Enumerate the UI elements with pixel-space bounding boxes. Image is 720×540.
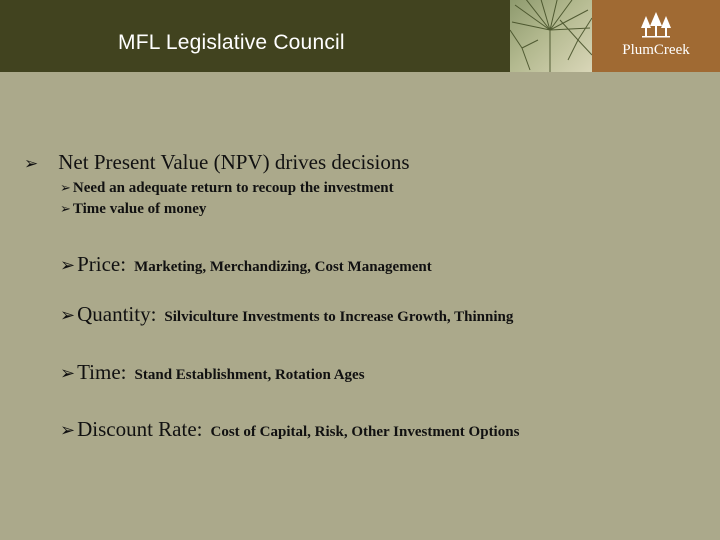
sub-bullet-text: Need an adequate return to recoup the investment	[72, 180, 394, 196]
arrow-bullet-icon: ➢	[60, 181, 71, 196]
sub-bullet	[60, 201, 206, 218]
factor-detail: Marketing, Merchandizing, Cost Management	[134, 259, 432, 275]
main-bullet-text: Net Present Value (NPV) drives decisions	[58, 150, 410, 174]
factor-time	[60, 360, 365, 385]
slide-title: MFL Legislative Council	[118, 31, 345, 54]
arrow-bullet-icon: ➢	[60, 420, 76, 441]
plum-creek-logo	[592, 0, 720, 72]
factor-label: Price:	[77, 252, 127, 276]
arrow-bullet-icon: ➢	[24, 154, 39, 174]
arrow-bullet-icon: ➢	[60, 255, 76, 276]
factor-quantity	[60, 302, 513, 327]
factor-label: Quantity:	[77, 302, 157, 326]
sub-bullet	[60, 180, 394, 197]
tree-logo-icon	[638, 10, 674, 40]
factor-label: Discount Rate:	[77, 417, 203, 441]
pine-needles-image	[510, 0, 592, 72]
factor-detail: Cost of Capital, Risk, Other Investment Options	[210, 424, 520, 440]
factor-detail: Stand Establishment, Rotation Ages	[134, 367, 365, 383]
logo-wordmark: PlumCreek	[622, 42, 690, 58]
header-bar	[0, 0, 720, 72]
arrow-bullet-icon: ➢	[60, 305, 76, 326]
factor-price	[60, 252, 432, 277]
factor-discount-rate	[60, 417, 519, 442]
factor-detail: Silviculture Investments to Increase Growth, Thinning	[164, 309, 514, 325]
arrow-bullet-icon: ➢	[60, 363, 76, 384]
arrow-bullet-icon: ➢	[60, 202, 71, 217]
sub-bullet-text: Time value of money	[72, 201, 207, 217]
main-bullet	[24, 150, 410, 175]
factor-label: Time:	[77, 360, 127, 384]
